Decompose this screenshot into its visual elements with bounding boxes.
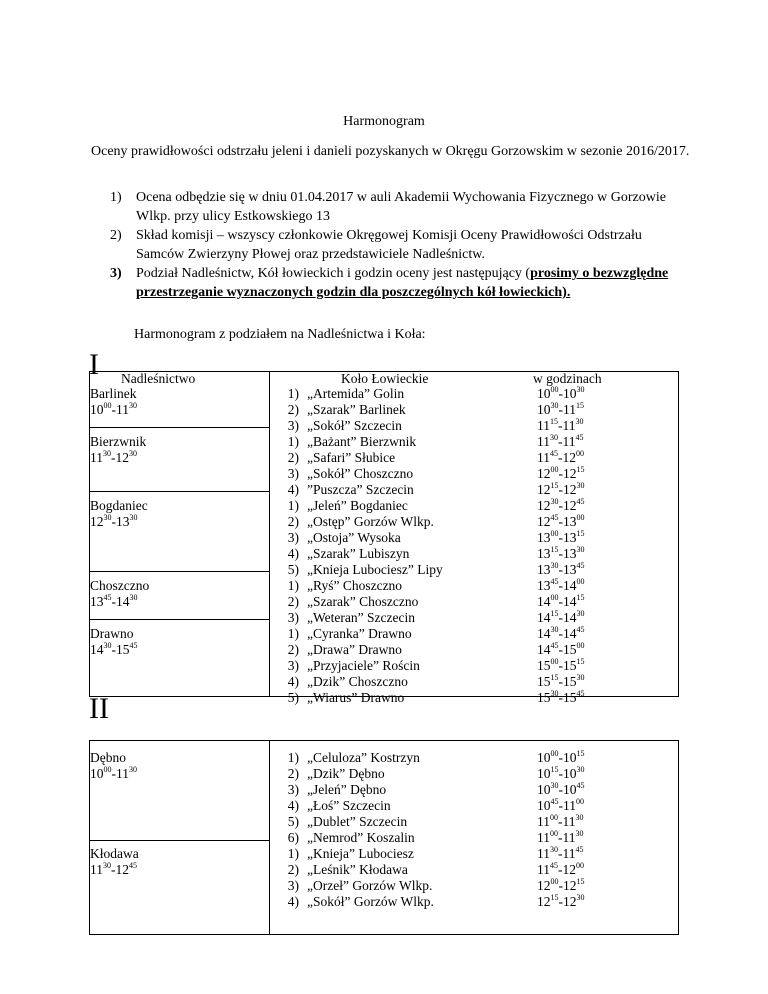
point-number: 3) — [110, 266, 122, 281]
club-name: „Szarak” Lubiszyn — [307, 546, 410, 561]
club-name: „Szarak” Choszczno — [307, 594, 419, 609]
table-row — [269, 862, 678, 878]
row-number: 3) — [287, 658, 299, 673]
row-number: 4) — [287, 546, 299, 561]
row-number: 1) — [287, 846, 299, 861]
nadlesnictwo-name: Dębno — [90, 750, 126, 765]
table-border — [678, 741, 679, 934]
time-slot: $12^{15}-12^{30}$ — [537, 893, 585, 909]
time-slot: $11^{30}-11^{45}$ — [537, 433, 584, 449]
club-name: „Ostęp” Gorzów Wlkp. — [307, 514, 434, 529]
nadlesnictwo-hours: $11^{30}-12^{45}$ — [90, 861, 137, 877]
time-slot: $11^{45}-12^{00}$ — [537, 861, 584, 877]
club-name: „Artemida” Golin — [307, 386, 405, 401]
time-slot: $10^{30}-10^{45}$ — [537, 781, 585, 797]
row-number: 3) — [287, 878, 299, 893]
club-name: „Celuloza” Kostrzyn — [307, 750, 420, 765]
point-2 — [110, 226, 670, 264]
time-slot: $15^{15}-15^{30}$ — [537, 673, 585, 689]
point-3 — [110, 264, 670, 302]
time-slot: $10^{15}-10^{30}$ — [537, 765, 585, 781]
row-number: 1) — [287, 498, 299, 513]
intro-paragraph: Oceny prawidłowości odstrzału jeleni i danieli pozyskanych w Okręgu Gorzowskim w sezonie 2016/2017. — [91, 144, 690, 159]
club-name: „Sokół” Gorzów Wlkp. — [307, 894, 434, 909]
nadlesnictwo-name: Choszczno — [90, 578, 150, 593]
table-row — [269, 642, 678, 658]
nadlesnictwo-hours: $11^{30}-12^{30}$ — [90, 449, 137, 465]
time-slot: $13^{00}-13^{15}$ — [537, 529, 585, 545]
row-number: 4) — [287, 674, 299, 689]
points-list — [110, 188, 670, 302]
table-row — [269, 658, 678, 674]
table-row — [269, 814, 678, 830]
table-row — [269, 578, 678, 594]
row-number: 2) — [287, 594, 299, 609]
time-slot: $11^{15}-11^{30}$ — [537, 417, 584, 433]
document-title: Harmonogram — [343, 114, 425, 129]
row-number: 2) — [287, 766, 299, 781]
table-row — [269, 434, 678, 450]
club-name: „Ostoja” Wysoka — [307, 530, 401, 545]
row-number: 4) — [287, 482, 299, 497]
time-slot: $11^{45}-12^{00}$ — [537, 449, 584, 465]
table-row — [269, 674, 678, 690]
club-name: „Safari” Słubice — [307, 450, 396, 465]
row-number: 2) — [287, 450, 299, 465]
section-label-2: II — [89, 692, 109, 725]
point-number: 1) — [110, 190, 122, 205]
table-row — [269, 830, 678, 846]
table-row — [269, 798, 678, 814]
time-slot: $10^{30}-11^{15}$ — [537, 401, 584, 417]
time-slot: $14^{30}-14^{45}$ — [537, 625, 585, 641]
table-row — [269, 514, 678, 530]
nadlesnictwo-name: Barlinek — [90, 386, 137, 401]
row-number: 1) — [287, 626, 299, 641]
club-name: „Knieja” Lubociesz — [307, 846, 414, 861]
club-name: „Nemrod” Koszalin — [307, 830, 415, 845]
club-name: „Jeleń” Dębno — [307, 782, 387, 797]
table-row — [269, 610, 678, 626]
row-number: 3) — [287, 418, 299, 433]
nadlesnictwo-hours: $12^{30}-13^{30}$ — [90, 513, 138, 529]
nadlesnictwo-cell — [90, 578, 149, 610]
schedule-subheading: Harmonogram z podziałem na Nadleśnictwa i Koła: — [134, 327, 426, 342]
table-row — [269, 418, 678, 434]
header-godziny: w godzinach — [533, 371, 602, 386]
time-slot: $14^{15}-14^{30}$ — [537, 609, 585, 625]
club-name: „Weteran” Szczecin — [307, 610, 415, 625]
club-name: „Łoś” Szczecin — [307, 798, 391, 813]
table-border — [678, 372, 679, 696]
time-slot: $12^{15}-12^{30}$ — [537, 481, 585, 497]
table-row — [269, 498, 678, 514]
table-row — [269, 466, 678, 482]
table-row — [269, 782, 678, 798]
club-name: „Leśnik” Kłodawa — [307, 862, 408, 877]
table-row — [269, 546, 678, 562]
nadlesnictwo-cell — [90, 386, 137, 418]
time-slot: $10^{00}-10^{15}$ — [537, 749, 585, 765]
row-number: 3) — [287, 530, 299, 545]
table-row — [269, 386, 678, 402]
row-number: 2) — [287, 642, 299, 657]
nadlesnictwo-name: Drawno — [90, 626, 134, 641]
row-number: 3) — [287, 610, 299, 625]
emphasis-text: prosimy o bezwzględne przestrzeganie wyznaczonych godzin dla poszczególnych kół łowieckich). — [136, 266, 669, 300]
nadlesnictwo-cell — [90, 498, 148, 530]
nadlesnictwo-cell — [90, 750, 137, 782]
table-row — [269, 482, 678, 498]
row-number: 2) — [287, 862, 299, 877]
row-number: 5) — [287, 562, 299, 577]
cell-separator — [89, 491, 269, 492]
time-slot: $11^{00}-11^{30}$ — [537, 813, 584, 829]
row-number: 2) — [287, 514, 299, 529]
table-row — [269, 562, 678, 578]
time-slot: $12^{30}-12^{45}$ — [537, 497, 585, 513]
nadlesnictwo-hours: $10^{00}-11^{30}$ — [90, 765, 137, 781]
row-number: 1) — [287, 434, 299, 449]
schedule-table-1 — [89, 371, 679, 705]
point-1 — [110, 188, 670, 226]
cell-separator — [89, 571, 269, 572]
time-slot: $14^{00}-14^{15}$ — [537, 593, 585, 609]
table-row — [269, 402, 678, 418]
header-kolo: Koło Łowieckie — [341, 371, 429, 386]
header-nadlesnictwo: Nadleśnictwo — [121, 371, 196, 386]
cell-separator — [89, 840, 269, 841]
table-row — [269, 690, 678, 706]
time-slot: $12^{00}-12^{15}$ — [537, 877, 585, 893]
club-name: „Cyranka” Drawno — [307, 626, 412, 641]
nadlesnictwo-name: Kłodawa — [90, 846, 139, 861]
row-number: 1) — [287, 386, 299, 401]
table-row — [269, 894, 678, 910]
club-name: „Przyjaciele” Rościn — [307, 658, 420, 673]
club-name: ”Puszcza” Szczecin — [307, 482, 414, 497]
table-row — [269, 846, 678, 862]
time-slot: $12^{00}-12^{15}$ — [537, 465, 585, 481]
section-label-1: I — [89, 348, 99, 381]
table-row — [269, 766, 678, 782]
table-row — [269, 626, 678, 642]
club-name: „Sokół” Szczecin — [307, 418, 402, 433]
cell-separator — [89, 619, 269, 620]
time-slot: $13^{15}-13^{30}$ — [537, 545, 585, 561]
schedule-table-2 — [89, 740, 679, 935]
row-number: 3) — [287, 466, 299, 481]
club-name: „Wiarus” Drawno — [307, 690, 405, 705]
point-text: Ocena odbędzie się w dniu 01.04.2017 w auli Akademii Wychowania Fizycznego w Gorzowie Wlkp. przy ulicy Estkowskiego 13 — [136, 190, 666, 224]
club-name: „Sokół” Choszczno — [307, 466, 414, 481]
table-row — [269, 878, 678, 894]
club-name: „Dzik” Choszczno — [307, 674, 408, 689]
nadlesnictwo-cell — [90, 626, 138, 658]
table-row — [269, 530, 678, 546]
table-row — [269, 750, 678, 766]
club-name: „Orzeł” Gorzów Wlkp. — [307, 878, 433, 893]
table-row — [269, 450, 678, 466]
club-name: „Jeleń” Bogdaniec — [307, 498, 408, 513]
club-name: „Dzik” Dębno — [307, 766, 385, 781]
club-name: „Bażant” Bierzwnik — [307, 434, 417, 449]
point-number: 2) — [110, 228, 122, 243]
row-number: 1) — [287, 578, 299, 593]
club-name: „Szarak” Barlinek — [307, 402, 406, 417]
club-name: „Drawa” Drawno — [307, 642, 402, 657]
nadlesnictwo-name: Bierzwnik — [90, 434, 147, 449]
time-slot: $11^{00}-11^{30}$ — [537, 829, 584, 845]
row-number: 5) — [287, 814, 299, 829]
nadlesnictwo-hours: $10^{00}-11^{30}$ — [90, 401, 137, 417]
point-text: Skład komisji – wszyscy członkowie Okręgowej Komisji Oceny Prawidłowości Odstrzału Samców Zwierzyny Płowej oraz przedstawiciele Nadleśnictw. — [136, 228, 642, 262]
nadlesnictwo-cell — [90, 846, 139, 878]
club-name: „Dublet” Szczecin — [307, 814, 408, 829]
nadlesnictwo-hours: $13^{45}-14^{30}$ — [90, 593, 138, 609]
row-number: 3) — [287, 782, 299, 797]
row-number: 6) — [287, 830, 299, 845]
table-row — [269, 594, 678, 610]
time-slot: $14^{45}-15^{00}$ — [537, 641, 585, 657]
row-number: 1) — [287, 750, 299, 765]
time-slot: $10^{45}-11^{00}$ — [537, 797, 584, 813]
nadlesnictwo-name: Bogdaniec — [90, 498, 148, 513]
point-text: Podział Nadleśnictw, Kół łowieckich i godzin oceny jest następujący ( — [136, 266, 531, 281]
club-name: „Knieja Lubociesz” Lipy — [307, 562, 443, 577]
nadlesnictwo-hours: $14^{30}-15^{45}$ — [90, 641, 138, 657]
time-slot: $12^{45}-13^{00}$ — [537, 513, 585, 529]
time-slot: $15^{30}-15^{45}$ — [537, 689, 585, 705]
club-name: „Ryś” Choszczno — [307, 578, 403, 593]
time-slot: $15^{00}-15^{15}$ — [537, 657, 585, 673]
row-number: 5) — [287, 690, 299, 705]
row-number: 4) — [287, 894, 299, 909]
row-number: 4) — [287, 798, 299, 813]
time-slot: $13^{45}-14^{00}$ — [537, 577, 585, 593]
time-slot: $10^{00}-10^{30}$ — [537, 385, 585, 401]
nadlesnictwo-cell — [90, 434, 146, 466]
time-slot: $13^{30}-13^{45}$ — [537, 561, 585, 577]
row-number: 2) — [287, 402, 299, 417]
time-slot: $11^{30}-11^{45}$ — [537, 845, 584, 861]
cell-separator — [89, 427, 269, 428]
